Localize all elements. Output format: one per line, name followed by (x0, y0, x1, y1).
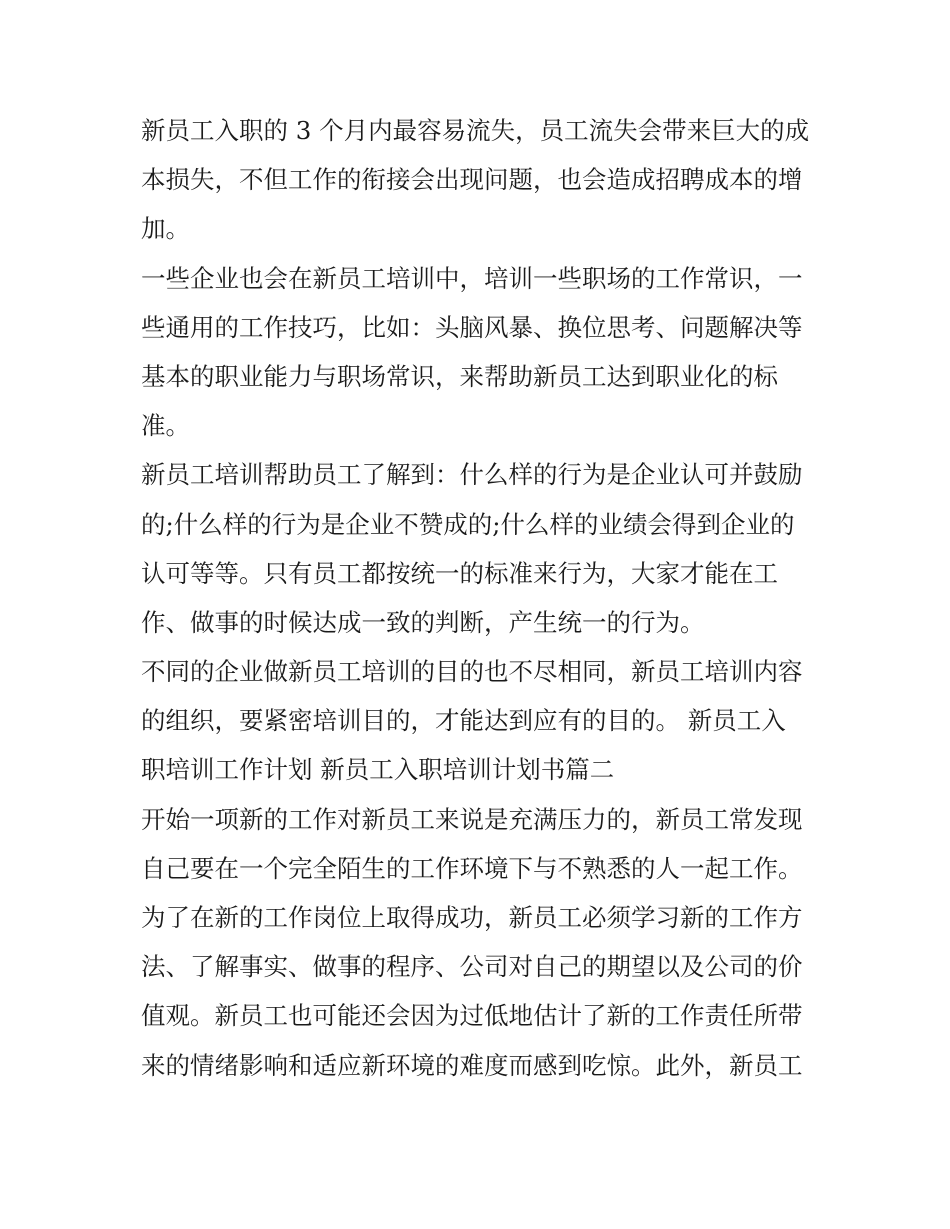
text-line: 值观。新员工也可能还会因为过低地估计了新的工作责任所带 (141, 1001, 803, 1031)
text-line: 开始一项新的工作对新员工来说是充满压力的，新员工常发现 (141, 804, 803, 834)
text-line: 些通用的工作技巧，比如：头脑风暴、换位思考、问题解决等 (141, 312, 803, 342)
text-line: 作、做事的时候达成一致的判断，产生统一的行为。 (141, 607, 705, 637)
text-line: 一些企业也会在新员工培训中，培训一些职场的工作常识，一 (141, 263, 803, 293)
text-line: 的;什么样的行为是企业不赞成的;什么样的业绩会得到企业的 (141, 509, 795, 539)
text-line: 新员工培训帮助员工了解到：什么样的行为是企业认可并鼓励 (141, 460, 803, 490)
text-line: 加。 (141, 214, 190, 244)
text-line: 认可等等。只有员工都按统一的标准来行为，大家才能在工 (141, 558, 778, 588)
text-line: 为了在新的工作岗位上取得成功，新员工必须学习新的工作方 (141, 903, 803, 932)
text-line: 新员工入职的 3 个月内最容易流失，员工流失会带来巨大的成 (141, 116, 810, 145)
text-line: 自己要在一个完全陌生的工作环境下与不熟悉的人一起工作。 (141, 853, 803, 883)
body-text (141, 106, 821, 1090)
text-line: 法、了解事实、做事的程序、公司对自己的期望以及公司的价 (141, 952, 803, 982)
text-line: 本损失，不但工作的衔接会出现问题，也会造成招聘成本的增 (141, 165, 803, 195)
text-line: 准。 (141, 411, 190, 441)
text-line: 基本的职业能力与职场常识，来帮助新员工达到职业化的标 (141, 361, 778, 391)
text-line: 不同的企业做新员工培训的目的也不尽相同，新员工培训内容 (141, 657, 803, 687)
text-line: 来的情绪影响和适应新环境的难度而感到吃惊。此外，新员工 (141, 1050, 803, 1080)
text-line: 职培训工作计划 新员工入职培训计划书篇二 (141, 755, 615, 785)
text-line: 的组织，要紧密培训目的，才能达到应有的目的。 新员工入 (141, 706, 786, 736)
